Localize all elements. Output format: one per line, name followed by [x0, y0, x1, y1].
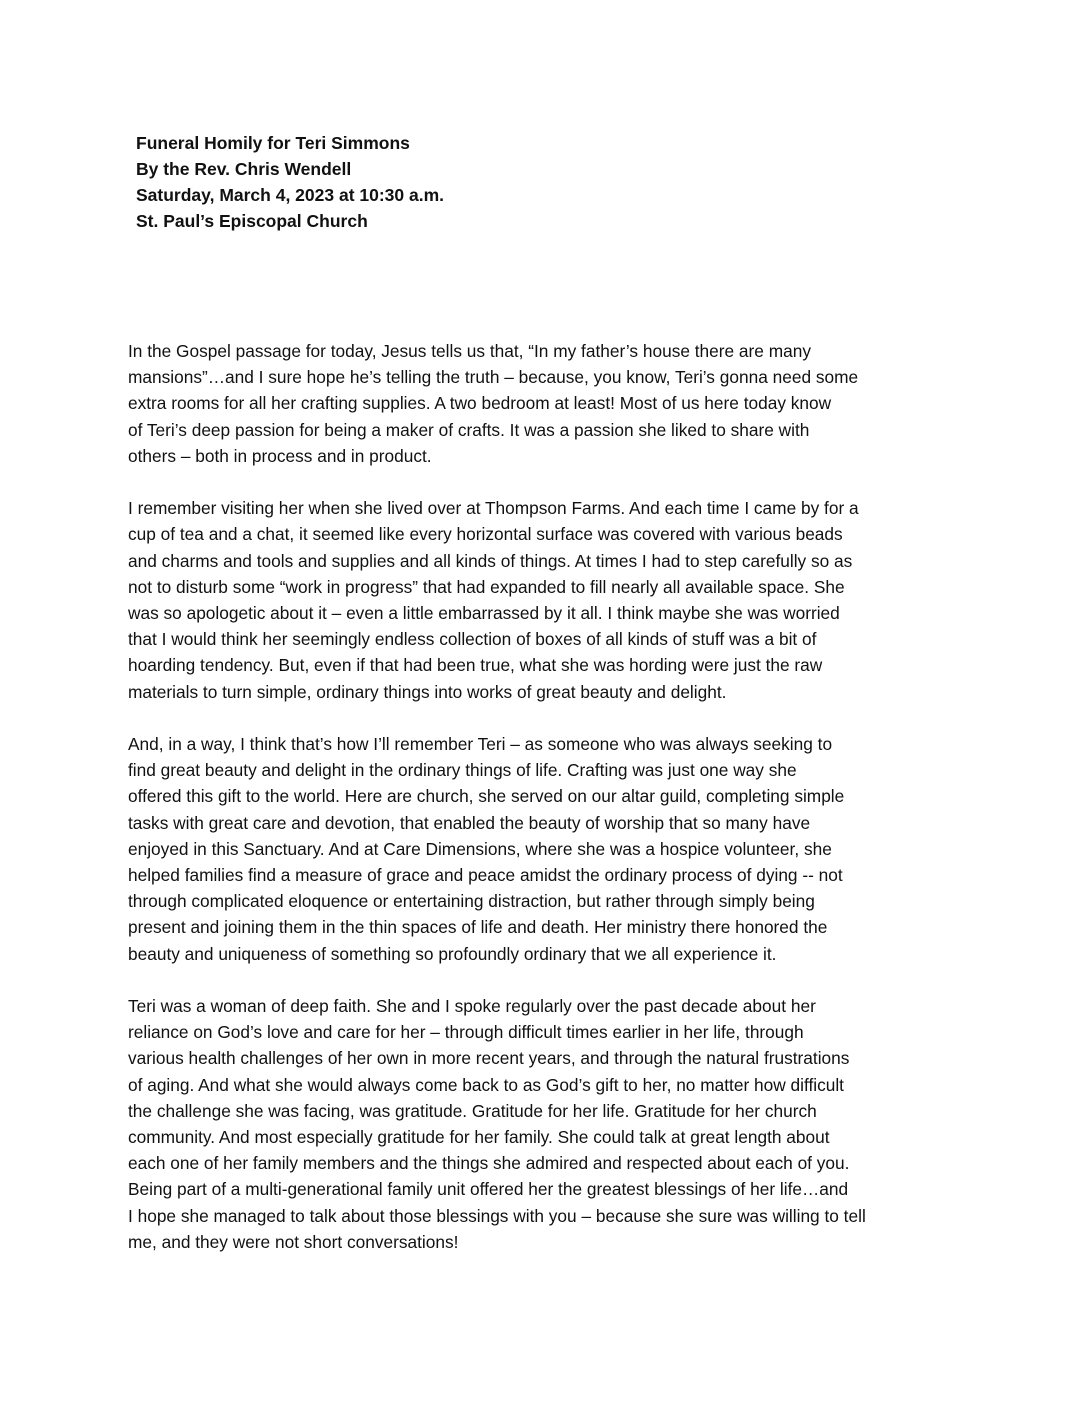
homily-date: Saturday, March 4, 2023 at 10:30 a.m.	[136, 185, 445, 205]
paragraph-line: present and joining them in the thin spaces of life and death. Her ministry there honored the	[128, 917, 828, 938]
paragraph-line: In the Gospel passage for today, Jesus tells us that, “In my father’s house there are many	[128, 341, 811, 361]
paragraph-line: community. And most especially gratitude for her family. She could talk at great length about	[128, 1127, 830, 1148]
paragraph-line: not to disturb some “work in progress” that had expanded to fill nearly all available space. She	[128, 576, 845, 597]
paragraph-line: cup of tea and a chat, it seemed like every horizontal surface was covered with various beads	[128, 524, 843, 545]
paragraph-line: through complicated eloquence or entertaining distraction, but rather through simply being	[128, 891, 815, 912]
homily-body	[128, 338, 964, 1281]
paragraph	[128, 731, 964, 967]
paragraph-line: extra rooms for all her crafting supplies. A two bedroom at least! Most of us here today know	[128, 393, 832, 414]
paragraph-line: of aging. And what she would always come back to as God’s gift to her, no matter how difficult	[128, 1074, 844, 1095]
paragraph-line: hoarding tendency. But, even if that had been true, what she was hording were just the raw	[128, 655, 823, 676]
document-header	[136, 130, 956, 234]
paragraph-line: mansions”…and I sure hope he’s telling the truth – because, you know, Teri’s gonna need some	[128, 367, 859, 388]
paragraph-line: me, and they were not short conversations!	[128, 1231, 459, 1252]
paragraph-line: and charms and tools and supplies and all kinds of things. At times I had to step carefully so as	[128, 550, 853, 571]
paragraph-line: tasks with great care and devotion, that enabled the beauty of worship that so many have	[128, 812, 811, 833]
paragraph-line: Teri was a woman of deep faith. She and I spoke regularly over the past decade about her	[128, 996, 816, 1017]
paragraph-line: various health challenges of her own in more recent years, and through the natural frustrations	[128, 1048, 850, 1069]
homily-title: Funeral Homily for Teri Simmons	[136, 133, 410, 153]
paragraph-line: others – both in process and in product.	[128, 445, 432, 466]
paragraph-line: Being part of a multi-generational family unit offered her the greatest blessings of her life…and	[128, 1179, 849, 1200]
paragraph-line: that I would think her seemingly endless collection of boxes of all kinds of stuff was a bit of	[128, 629, 817, 650]
paragraph-line: enjoyed in this Sanctuary. And at Care Dimensions, where she was a hospice volunteer, she	[128, 838, 832, 859]
paragraph	[128, 993, 964, 1255]
paragraph-line: helped families find a measure of grace and peace amidst the ordinary process of dying -- not	[128, 865, 843, 886]
paragraph-line: offered this gift to the world. Here are church, she served on our altar guild, completing simple	[128, 786, 845, 807]
homily-location: St. Paul’s Episcopal Church	[136, 211, 368, 231]
paragraph	[128, 495, 964, 705]
paragraph-line: each one of her family members and the things she admired and respected about each of you.	[128, 1153, 850, 1174]
paragraph-line: beauty and uniqueness of something so profoundly ordinary that we all experience it.	[128, 943, 777, 964]
paragraph-line: of Teri’s deep passion for being a maker of crafts. It was a passion she liked to share with	[128, 419, 810, 440]
paragraph-line: was so apologetic about it – even a little embarrassed by it all. I think maybe she was worried	[128, 603, 840, 624]
paragraph-line: materials to turn simple, ordinary things into works of great beauty and delight.	[128, 681, 727, 702]
paragraph-line: the challenge she was facing, was gratitude. Gratitude for her life. Gratitude for her church	[128, 1100, 817, 1121]
paragraph	[128, 338, 964, 469]
paragraph-line: And, in a way, I think that’s how I’ll remember Teri – as someone who was always seeking to	[128, 734, 833, 755]
paragraph-line: find great beauty and delight in the ordinary things of life. Crafting was just one way she	[128, 760, 797, 781]
paragraph-line: I remember visiting her when she lived over at Thompson Farms. And each time I came by for a	[128, 498, 859, 519]
paragraph-line: I hope she managed to talk about those blessings with you – because she sure was willing to tell	[128, 1205, 866, 1226]
paragraph-line: reliance on God’s love and care for her – through difficult times earlier in her life, through	[128, 1022, 804, 1043]
homily-author: By the Rev. Chris Wendell	[136, 159, 352, 179]
